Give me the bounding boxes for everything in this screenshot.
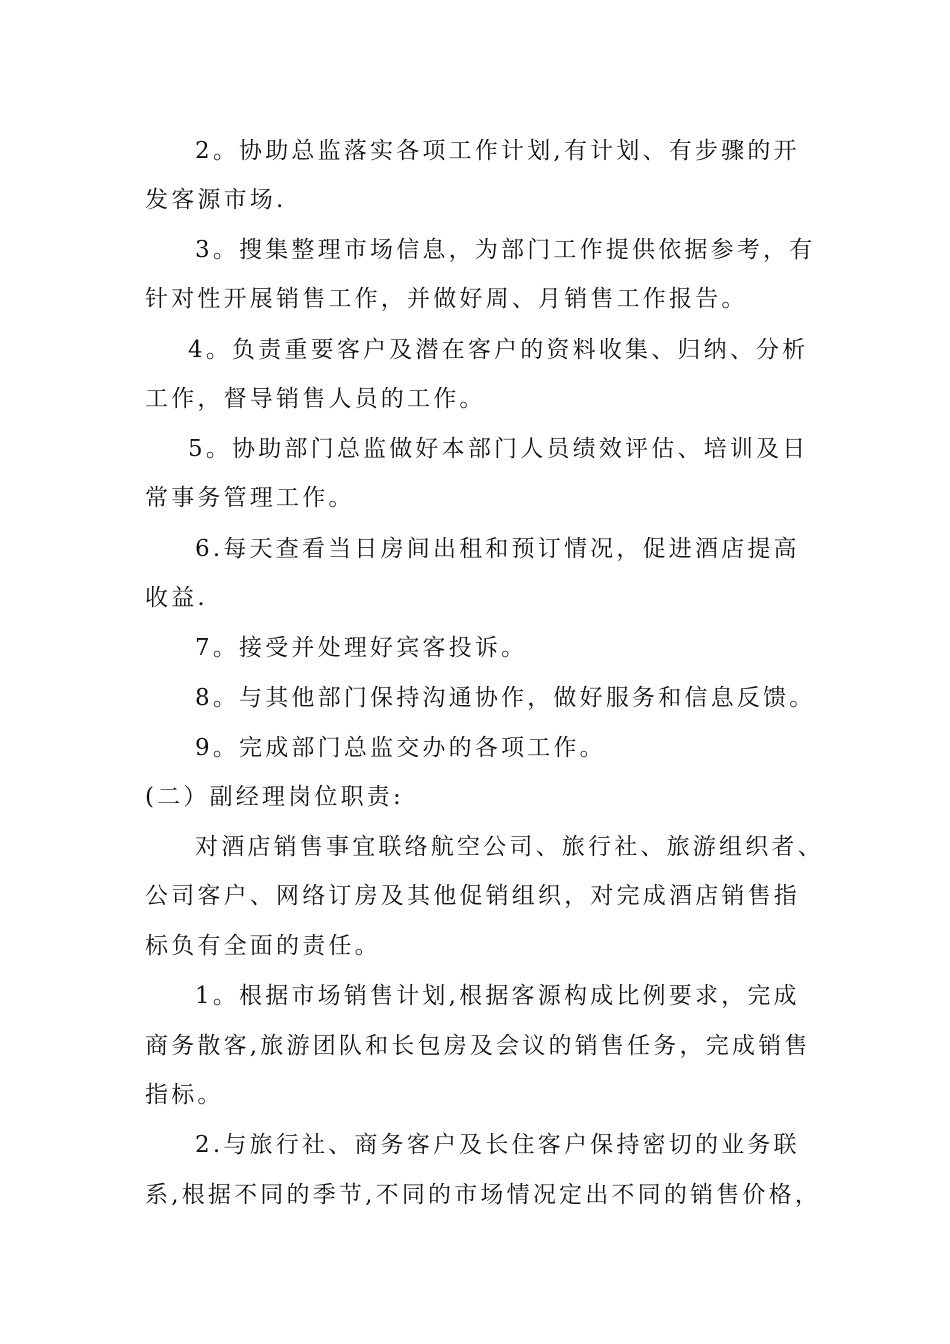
paragraph-line: 1。根据市场销售计划,根据客源构成比例要求，完成 xyxy=(195,983,800,1009)
paragraph-line: 6.每天查看当日房间出租和预订情况，促进酒店提高 xyxy=(195,536,800,562)
paragraph-line: 工作，督导销售人员的工作。 xyxy=(145,386,486,412)
paragraph-line: 常事务管理工作。 xyxy=(145,485,355,511)
paragraph-line: 对酒店销售事宜联络航空公司、旅行社、旅游组织者、 xyxy=(195,834,824,860)
paragraph-line: 8。与其他部门保持沟通协作，做好服务和信息反馈。 xyxy=(195,685,816,711)
paragraph-line: 2。协助总监落实各项工作计划,有计划、有步骤的开 xyxy=(195,138,800,164)
paragraph-line: 针对性开展销售工作，并做好周、月销售工作报告。 xyxy=(145,286,748,312)
paragraph-line: 2.与旅行社、商务客户及长住客户保持密切的业务联 xyxy=(195,1132,800,1158)
paragraph-line: 公司客户、网络订房及其他促销组织，对完成酒店销售指 xyxy=(145,883,800,909)
paragraph-line: 收益. xyxy=(145,585,208,611)
paragraph-line: 指标。 xyxy=(145,1082,224,1108)
paragraph-line: 标负有全面的责任。 xyxy=(145,933,381,959)
section-heading: (二）副经理岗位职责: xyxy=(145,784,404,810)
paragraph-line: 7。接受并处理好宾客投诉。 xyxy=(195,635,528,661)
paragraph-line: 发客源市场. xyxy=(145,187,287,213)
paragraph-line: 商务散客,旅游团队和长包房及会议的销售任务，完成销售 xyxy=(145,1033,811,1059)
paragraph-line: 9。完成部门总监交办的各项工作。 xyxy=(195,735,606,761)
paragraph-line: 5。协助部门总监做好本部门人员绩效评估、培训及日 xyxy=(188,436,809,462)
paragraph-line: 3。搜集整理市场信息，为部门工作提供依据参考，有 xyxy=(195,237,816,263)
paragraph-line: 4。负责重要客户及潜在客户的资料收集、归纳、分析 xyxy=(188,337,809,363)
paragraph-line: 系,根据不同的季节,不同的市场情况定出不同的销售价格， xyxy=(145,1182,822,1208)
